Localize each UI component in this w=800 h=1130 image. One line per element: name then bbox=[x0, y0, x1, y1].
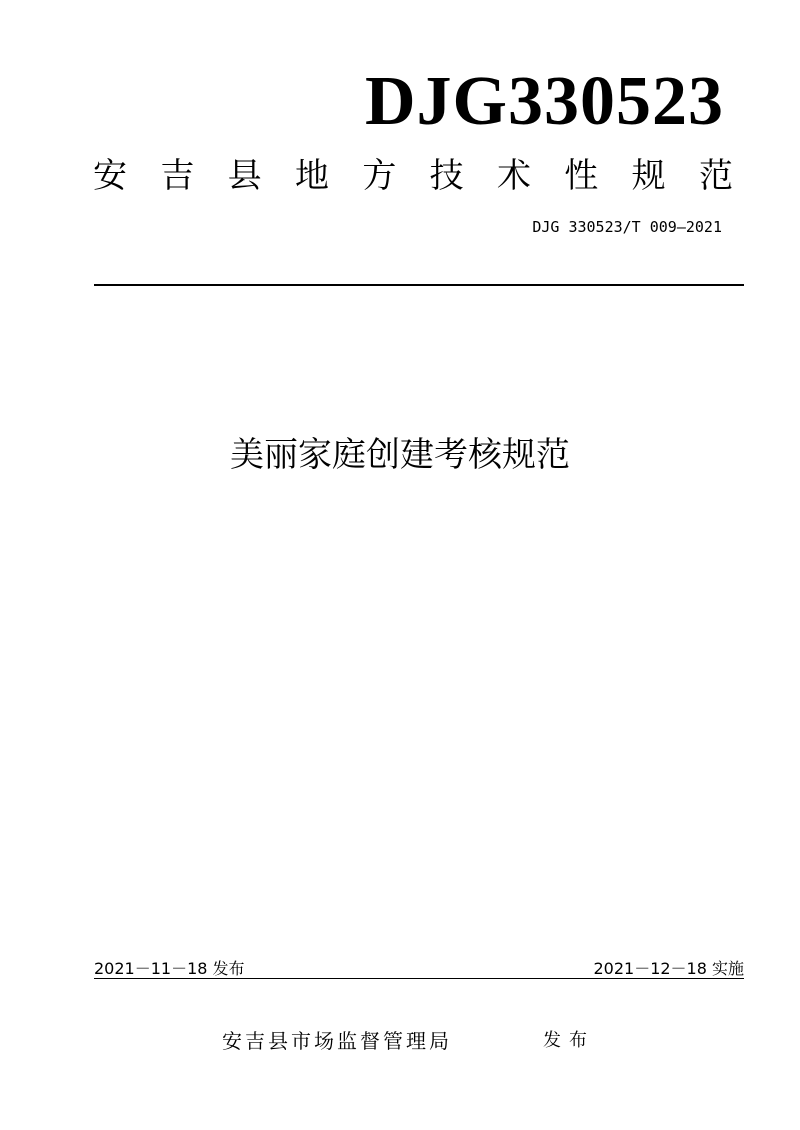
standard-type-char: 安 bbox=[93, 156, 127, 196]
header-divider bbox=[94, 284, 744, 286]
issuing-authority: 安吉县市场监督管理局 bbox=[222, 1029, 452, 1053]
standard-number: DJG 330523/T 009—2021 bbox=[532, 218, 722, 236]
standard-code-mark: DJG330523 bbox=[365, 63, 724, 140]
standard-type-char: 术 bbox=[496, 156, 531, 196]
standard-type-heading bbox=[93, 152, 733, 200]
standard-type-char: 地 bbox=[294, 156, 329, 196]
document-title: 美丽家庭创建考核规范 bbox=[230, 435, 570, 475]
standard-type-char: 县 bbox=[227, 156, 262, 196]
standard-type-char: 范 bbox=[698, 156, 733, 196]
standard-type-char: 技 bbox=[429, 156, 464, 196]
issue-date: 2021－11－18 发布 bbox=[94, 959, 245, 978]
standard-type-char: 方 bbox=[362, 156, 397, 196]
footer-divider bbox=[94, 978, 744, 979]
standard-type-char: 性 bbox=[564, 156, 599, 196]
implement-date: 2021－12－18 实施 bbox=[593, 959, 744, 978]
issue-label: 发布 bbox=[543, 1030, 595, 1051]
standard-type-char: 吉 bbox=[160, 156, 195, 196]
standard-type-char: 规 bbox=[631, 156, 666, 196]
